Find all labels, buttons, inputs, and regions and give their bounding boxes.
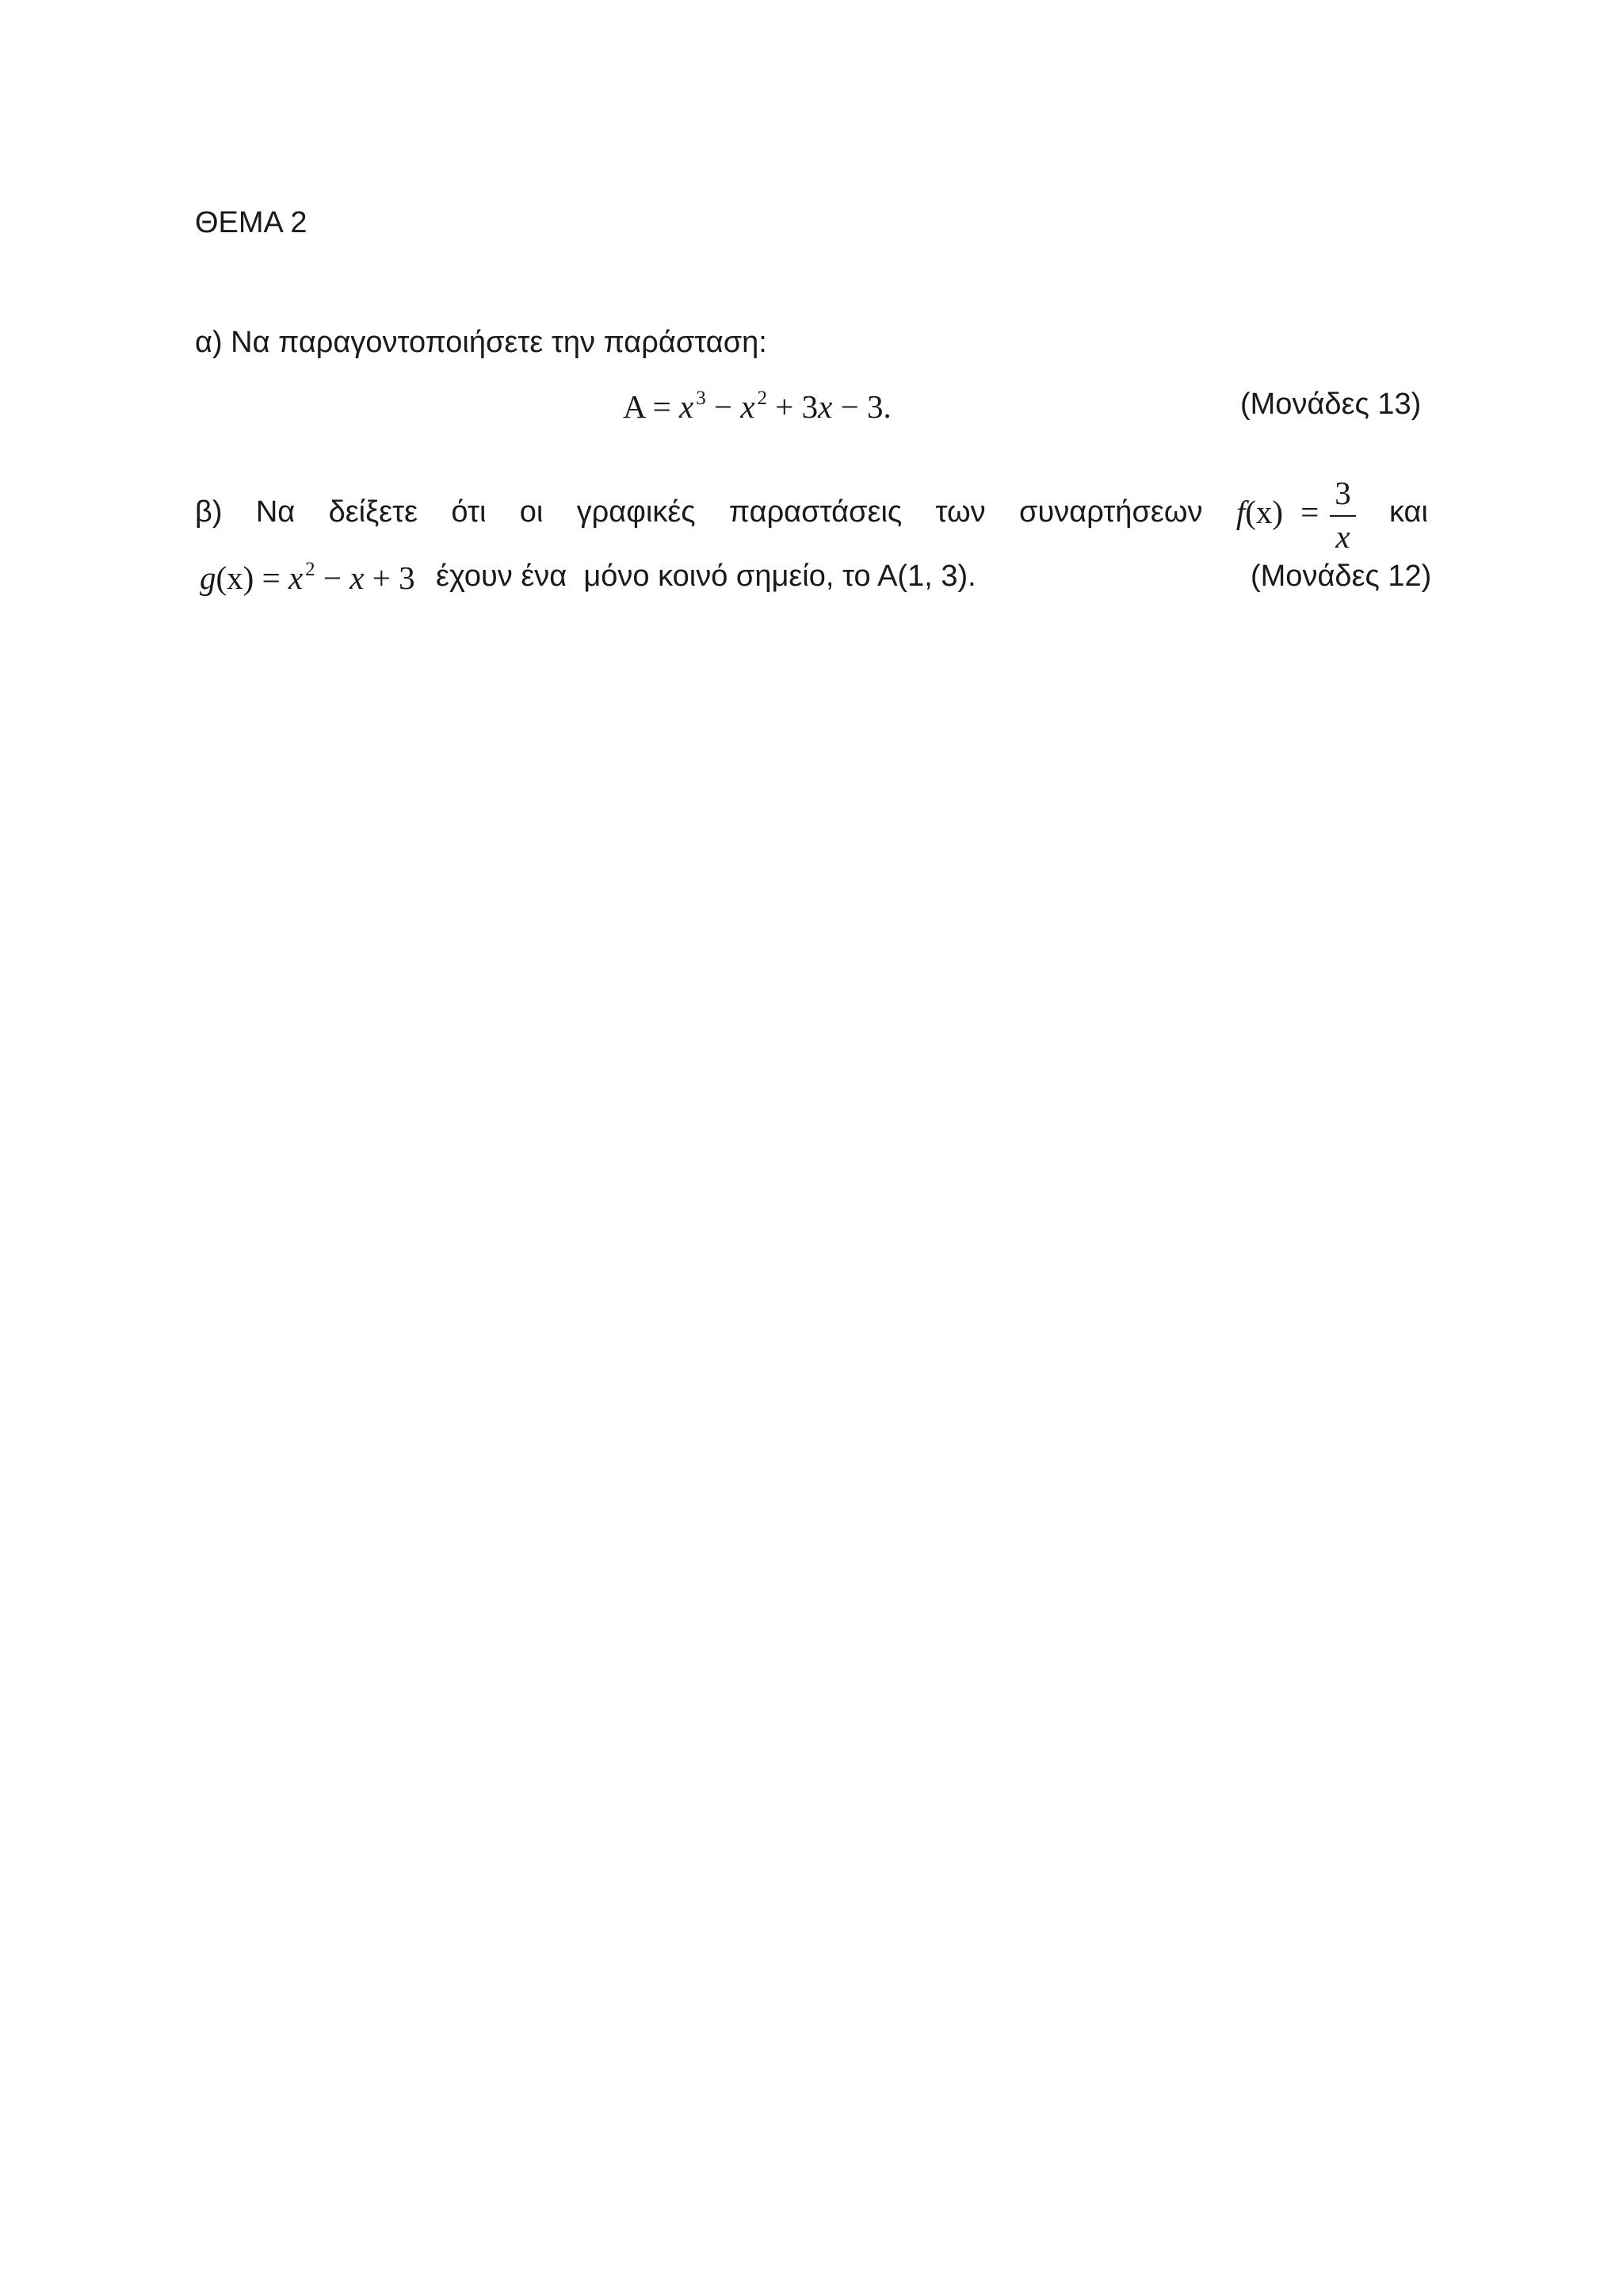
g-x2: x bbox=[349, 560, 365, 596]
g-minus: − bbox=[323, 560, 342, 596]
g-plus: + bbox=[372, 560, 391, 596]
f-arg: (x) bbox=[1245, 493, 1284, 530]
formula-minus1: − bbox=[713, 388, 733, 425]
f-function-formula bbox=[1235, 474, 1356, 555]
formula-lhs: A bbox=[623, 388, 645, 425]
question-b-word: δείξετε bbox=[328, 495, 418, 529]
g-const: 3 bbox=[399, 560, 415, 596]
formula-eq: = bbox=[652, 388, 671, 425]
formula-x2: x bbox=[740, 388, 755, 425]
question-b-word: ότι bbox=[451, 495, 487, 529]
formula-minus2: − bbox=[840, 388, 859, 425]
formula-exp2: 2 bbox=[757, 388, 768, 409]
question-b-word: β) bbox=[195, 495, 223, 529]
f-fraction bbox=[1330, 477, 1356, 553]
g-exp1: 2 bbox=[305, 559, 315, 580]
question-a-prompt: α) Να παραγοντοποιήσετε την παράσταση: bbox=[195, 326, 767, 359]
question-b-points: (Μονάδες 12) bbox=[1251, 560, 1432, 593]
question-b-word: Να bbox=[255, 495, 296, 529]
question-b-text-after: έχουν ένα μόνο κοινό σημείο, το Α(1, 3). bbox=[436, 560, 976, 593]
formula-period: . bbox=[883, 388, 892, 425]
question-b-word: γραφικές bbox=[576, 495, 696, 529]
exam-heading: ΘΕΜΑ 2 bbox=[195, 206, 307, 239]
formula-const: 3 bbox=[866, 388, 884, 425]
formula-plus1: + bbox=[775, 388, 794, 425]
question-b-word: συναρτήσεων bbox=[1019, 495, 1203, 529]
f-numerator: 3 bbox=[1330, 477, 1356, 517]
formula-term3: 3 bbox=[801, 388, 819, 425]
question-b-and-word: και bbox=[1389, 495, 1428, 529]
g-arg: (x) bbox=[216, 560, 254, 596]
f-denominator: x bbox=[1335, 518, 1350, 555]
g-eq: = bbox=[262, 560, 281, 596]
g-x1: x bbox=[288, 560, 304, 596]
question-b-word: των bbox=[935, 495, 986, 529]
g-name: g bbox=[200, 560, 216, 596]
f-name: f bbox=[1235, 493, 1246, 530]
question-a-formula bbox=[623, 388, 892, 423]
formula-x3: x bbox=[818, 388, 833, 425]
question-b-word: παραστάσεις bbox=[728, 495, 903, 529]
formula-x1: x bbox=[678, 388, 694, 425]
question-b-word: οι bbox=[519, 495, 544, 529]
formula-exp1: 3 bbox=[696, 388, 706, 409]
question-b-line-1 bbox=[195, 474, 1428, 555]
f-eq: = bbox=[1300, 493, 1319, 530]
question-a-points: (Μονάδες 13) bbox=[1240, 388, 1422, 421]
g-function-formula bbox=[200, 560, 415, 594]
